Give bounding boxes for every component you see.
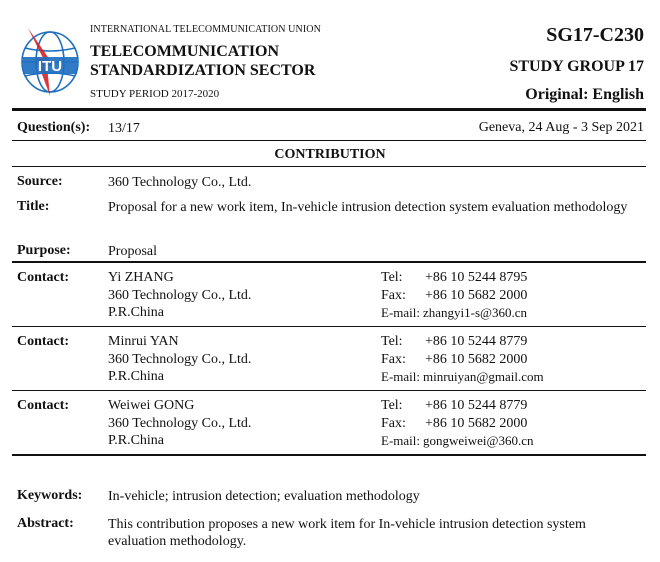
- email-label: E-mail:: [381, 369, 420, 384]
- purpose-label: Purpose:: [17, 243, 71, 258]
- title-value: Proposal for a new work item, In-vehicle intrusion detection system evaluation methodology: [108, 200, 628, 215]
- doc-number: SG17-C230: [546, 24, 644, 46]
- contact-numbers: [381, 333, 544, 386]
- tel-value: +86 10 5244 8795: [425, 270, 528, 285]
- contacts-end-rule: [12, 454, 646, 456]
- contact-company: 360 Technology Co., Ltd.: [108, 415, 252, 431]
- email-value[interactable]: gongweiwei@360.cn: [423, 433, 534, 448]
- contact-numbers: [381, 397, 534, 450]
- sector-line-1: TELECOMMUNICATION: [90, 43, 280, 60]
- contact-label: Contact:: [17, 334, 70, 349]
- fax-label: Fax:: [381, 287, 406, 303]
- source-label: Source:: [17, 174, 63, 189]
- doc-type: CONTRIBUTION: [274, 147, 386, 162]
- keywords-label: Keywords:: [17, 488, 83, 503]
- original-language: Original: English: [525, 86, 644, 103]
- contact-rule: [12, 390, 646, 391]
- contact-name: Weiwei GONG: [108, 398, 195, 413]
- email-label: E-mail:: [381, 305, 420, 320]
- contact-details: [108, 269, 251, 322]
- abstract-value: This contribution proposes a new work item for In-vehicle intrusion detection system evaluation methodology.: [108, 517, 586, 549]
- source-value: 360 Technology Co., Ltd.: [108, 175, 252, 190]
- tel-label: Tel:: [381, 270, 403, 285]
- contact-name: Minrui YAN: [108, 334, 179, 349]
- contact-label: Contact:: [17, 270, 70, 285]
- doc-type-rule: [12, 166, 646, 167]
- fax-label: Fax:: [381, 415, 406, 431]
- question-value: 13/17: [108, 121, 140, 136]
- contact-country: P.R.China: [108, 433, 165, 448]
- fax-label: Fax:: [381, 351, 406, 367]
- purpose-value: Proposal: [108, 244, 157, 259]
- fax-value: +86 10 5682 2000: [425, 351, 528, 367]
- svg-text:ITU: ITU: [37, 58, 63, 75]
- tel-label: Tel:: [381, 398, 403, 413]
- contact-details: [108, 397, 251, 450]
- contact-name: Yi ZHANG: [108, 270, 174, 285]
- purpose-rule: [12, 261, 646, 263]
- fax-value: +86 10 5682 2000: [425, 287, 528, 303]
- abstract-label: Abstract:: [17, 516, 74, 531]
- tel-value: +86 10 5244 8779: [425, 334, 528, 349]
- header-rule: [12, 108, 646, 111]
- email-label: E-mail:: [381, 433, 420, 448]
- contact-company: 360 Technology Co., Ltd.: [108, 351, 252, 367]
- contact-rule: [12, 326, 646, 327]
- keywords-value: In-vehicle; intrusion detection; evaluation methodology: [108, 489, 420, 504]
- question-label: Question(s):: [17, 120, 91, 135]
- location-date: Geneva, 24 Aug - 3 Sep 2021: [478, 120, 644, 135]
- sector-line-2: STANDARDIZATION SECTOR: [90, 62, 316, 79]
- contact-country: P.R.China: [108, 305, 165, 320]
- contact-details: [108, 333, 251, 386]
- email-value[interactable]: minruiyan@gmail.com: [423, 369, 544, 384]
- question-rule: [12, 140, 646, 141]
- org-name: INTERNATIONAL TELECOMMUNICATION UNION: [90, 24, 321, 35]
- contact-label: Contact:: [17, 398, 70, 413]
- itu-logo: [14, 24, 84, 100]
- study-group: STUDY GROUP 17: [509, 58, 644, 75]
- contact-numbers: [381, 269, 527, 322]
- contact-country: P.R.China: [108, 369, 165, 384]
- study-period: STUDY PERIOD 2017-2020: [90, 88, 220, 100]
- contact-company: 360 Technology Co., Ltd.: [108, 287, 252, 303]
- tel-value: +86 10 5244 8779: [425, 398, 528, 413]
- fax-value: +86 10 5682 2000: [425, 415, 528, 431]
- email-value[interactable]: zhangyi1-s@360.cn: [423, 305, 528, 320]
- title-label: Title:: [17, 199, 50, 214]
- tel-label: Tel:: [381, 334, 403, 349]
